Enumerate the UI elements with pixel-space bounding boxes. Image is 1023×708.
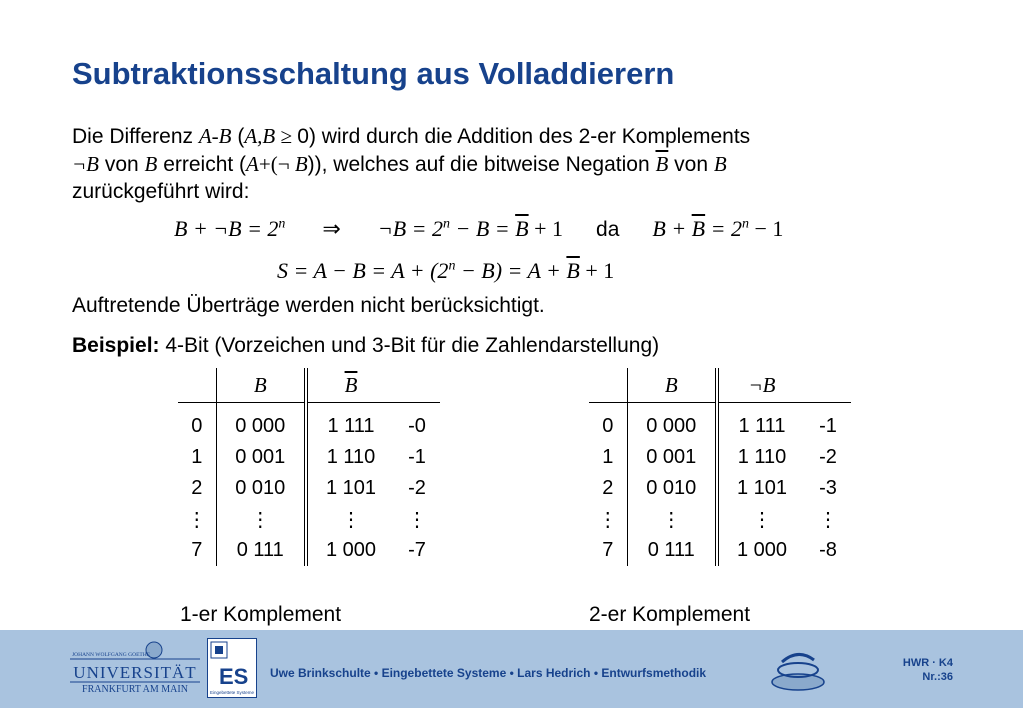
svg-text:ES: ES — [219, 664, 249, 689]
twos-complement-table — [589, 368, 851, 566]
header-b: B — [664, 372, 678, 397]
slide-title: Subtraktionsschaltung aus Volladdierern — [72, 56, 675, 91]
chapter-code: HWR · K4 — [902, 657, 953, 669]
table-row: 1 0 001 1 110 -1 — [178, 442, 440, 473]
footer-authors: Uwe Brinkschulte • Eingebettete Systeme • Lars Hedrich • Entwurfsmethodik — [270, 666, 707, 680]
hwr-logo-icon — [768, 648, 828, 692]
header-value — [805, 368, 851, 403]
header-empty — [178, 368, 216, 403]
header-b: B — [253, 372, 267, 397]
example-text: 4-Bit (Vorzeichen und 3-Bit für die Zahlendarstellung) — [159, 334, 660, 357]
footer-band — [0, 630, 1023, 708]
caption-ones-complement: 1-er Komplement — [180, 603, 342, 626]
table-row: 0 0 000 1 111 -0 — [178, 411, 440, 442]
table-row: 0 0 000 1 111 -1 — [589, 411, 851, 442]
intro-line-2: ¬B von B erreicht (A+(¬ B)), welches auf die bitweise Negation $\overline{B}$ von B — [72, 152, 727, 176]
svg-text:UNIVERSITÄT: UNIVERSITÄT — [73, 663, 197, 682]
note-text: Auftretende Überträge werden nicht berücksichtigt. — [72, 294, 545, 317]
table-row: 2 0 010 1 101 -2 — [178, 473, 440, 504]
table-row: ⋮ ⋮ ⋮ ⋮ — [178, 504, 440, 535]
table-row: 7 0 111 1 000 -8 — [589, 535, 851, 566]
equation-2: $S = A - B = A + (2^n - B) = A + \overline{B} + 1$ — [277, 258, 615, 283]
table-row: ⋮ ⋮ ⋮ ⋮ — [589, 504, 851, 535]
header-empty — [589, 368, 627, 403]
table-row: 1 0 001 1 110 -2 — [589, 442, 851, 473]
header-value — [394, 368, 440, 403]
ones-complement-table — [178, 368, 440, 566]
intro-line-1: Die Differenz A-B (A,B ≥ 0) wird durch die Addition des 2-er Komplements — [72, 124, 751, 148]
svg-text:Eingebettete Systeme: Eingebettete Systeme — [209, 690, 255, 695]
header-neg-b: ¬B — [717, 368, 805, 403]
svg-text:JOHANN WOLFGANG GOETHE: JOHANN WOLFGANG GOETHE — [72, 652, 151, 658]
table-row: 7 0 111 1 000 -7 — [178, 535, 440, 566]
header-b-bar: $\overline{B}$ — [306, 368, 394, 403]
intro-line-3: zurückgeführt wird: — [72, 180, 250, 203]
page-code — [903, 656, 953, 684]
equation-1: B + ¬B = $2^n$ ⇒ ¬B = $2^n - B = \overline{B} + 1$ da $B + \overline{B} = 2^n - 1$ — [174, 216, 784, 241]
university-logo — [70, 638, 200, 696]
es-logo — [207, 638, 257, 698]
example-label: Beispiel: — [72, 334, 160, 357]
table-row: 2 0 010 1 101 -3 — [589, 473, 851, 504]
example-line — [72, 334, 659, 358]
page-number: Nr.:36 — [922, 671, 953, 683]
svg-text:FRANKFURT AM MAIN: FRANKFURT AM MAIN — [82, 684, 188, 695]
caption-twos-complement: 2-er Komplement — [589, 603, 751, 626]
